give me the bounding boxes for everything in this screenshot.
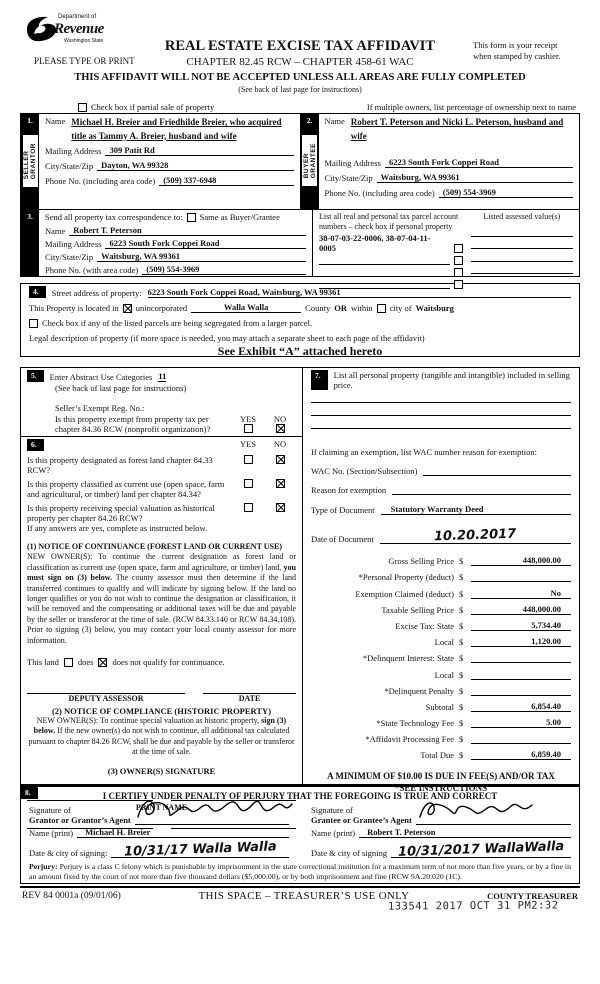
- personal-property-checkbox-1[interactable]: [454, 244, 463, 253]
- receipt-note: This form is your receipt when stamped by cashier.: [473, 40, 561, 61]
- fee-label: *Delinquent Penalty: [384, 685, 454, 696]
- grantee-signature-image: [416, 797, 536, 825]
- grantor-date-city-field[interactable]: [111, 839, 289, 860]
- grantor-name-print-field[interactable]: Michael H. Breier: [77, 827, 289, 838]
- form-header: [20, 12, 580, 102]
- dollar-sign: $: [459, 556, 464, 567]
- fee-label: Local: [434, 669, 454, 680]
- buyer-csz-label: City/State/Zip: [324, 173, 373, 183]
- exemption-claimed-field[interactable]: No: [471, 588, 571, 599]
- assessed-value-column: [471, 212, 574, 274]
- county-label: County: [305, 303, 331, 313]
- form-subtitle: CHAPTER 82.45 RCW – CHAPTER 458-61 WAC: [186, 56, 414, 68]
- corr-csz-label: City/State/Zip: [45, 252, 94, 262]
- personal-property-line-3[interactable]: [311, 416, 571, 429]
- owners-signature-label: (3) OWNER(S) SIGNATURE: [107, 766, 216, 777]
- grantor-agent-label: Grantor or Grantor’s Agent: [29, 814, 131, 825]
- minimum-fee-note: A MINIMUM OF $10.00 IS DUE IN FEE(S) AND/OR TAX: [327, 771, 555, 782]
- section-2-number: 2.: [306, 116, 313, 125]
- section-5-number: 5.: [27, 370, 44, 382]
- grantee-signature-field[interactable]: [416, 807, 571, 825]
- abstract-use-section: [21, 368, 302, 437]
- seller-csz-field[interactable]: Dayton, WA 99328: [97, 160, 293, 171]
- treasurer-space-label: THIS SPACE – TREASURER’S USE ONLY: [198, 890, 410, 903]
- does-not-checkbox[interactable]: [98, 658, 107, 667]
- correspondence-row: [21, 210, 579, 276]
- corr-phone-label: Phone No. (with area code): [45, 265, 139, 275]
- seller-vertical-label-1: SELLER: [23, 150, 30, 180]
- section-7-number: 7.: [311, 370, 328, 390]
- taxable-selling-price-field[interactable]: 448,000.00: [471, 604, 571, 615]
- deputy-assessor-label: DEPUTY ASSESSOR: [68, 694, 144, 704]
- current-use-question: Is this property classified as current use (open space, farm and agricultural, or timber) land per chapter 84.34?: [27, 479, 225, 499]
- no-header: NO: [273, 439, 287, 449]
- fee-label: Taxable Selling Price: [381, 604, 454, 615]
- dollar-sign: $: [459, 572, 464, 583]
- parcel-column: [319, 212, 463, 274]
- gross-selling-price-field[interactable]: 448,000.00: [471, 555, 571, 566]
- segregated-checkbox[interactable]: [29, 319, 38, 328]
- buyer-mailing-label: Mailing Address: [324, 158, 381, 168]
- delinquent-interest-state-field[interactable]: [471, 652, 571, 663]
- form-title: REAL ESTATE EXCISE TAX AFFIDAVIT: [164, 38, 436, 54]
- buyer-name-label: Name: [324, 116, 345, 126]
- notice-of-continuance: [27, 542, 296, 646]
- legal-description-label: Legal description of property (if more space is needed, you may attach a separate sheet to each page of the affidavit): [29, 333, 425, 343]
- grantee-agent-label: Grantee or Grantee’s Agent: [311, 814, 412, 825]
- assessed-value-label: Listed assessed value(s): [483, 212, 561, 221]
- corr-mailing-field[interactable]: 6223 South Fork Coppei Road: [105, 238, 306, 249]
- dollar-sign: $: [459, 604, 464, 615]
- document-date-handwriting: 10.20.2017: [434, 526, 517, 545]
- seller-phone-label: Phone No. (including area code): [45, 176, 156, 186]
- seller-side-strip: [21, 114, 39, 209]
- grantee-date-city-field[interactable]: [391, 839, 571, 860]
- grantor-date-handwriting: 10/31/17 Walla Walla: [123, 839, 277, 860]
- deputy-date-label: DATE: [238, 694, 261, 704]
- corr-name-field[interactable]: Robert T. Peterson: [69, 225, 306, 236]
- fee-label: Local: [434, 637, 454, 648]
- yes-header: YES: [239, 439, 257, 449]
- exemption-reason-field[interactable]: [392, 485, 571, 495]
- warning-text: THIS AFFIDAVIT WILL NOT BE ACCEPTED UNLESS ALL AREAS ARE FULLY COMPLETED: [74, 72, 526, 83]
- dollar-sign: $: [459, 701, 464, 712]
- notice-of-compliance: [27, 706, 296, 757]
- buyer-csz-field[interactable]: Waitsburg, WA 99361: [377, 172, 573, 183]
- notice1-body-bold: you must sign on (3) below.: [27, 562, 296, 583]
- land-designation-section: [21, 437, 302, 831]
- type-or-print-label: PLEASE TYPE OR PRINT: [34, 56, 135, 66]
- exemption-reason-label: Reason for exemption: [311, 485, 387, 495]
- fee-table: [311, 550, 571, 760]
- section-6-number: 6.: [27, 439, 44, 451]
- excise-tax-state-field[interactable]: 5,734.40: [471, 620, 571, 631]
- perjury-notice: [29, 862, 571, 881]
- same-as-buyer-label: Same as Buyer/Grantee: [199, 212, 280, 222]
- assessed-value-field[interactable]: [471, 264, 574, 274]
- dor-logo: [24, 12, 124, 54]
- seller-panel: [21, 114, 300, 209]
- fee-label: *State Technology Fee: [376, 718, 454, 729]
- property-section: [20, 283, 580, 357]
- yes-header: YES: [239, 414, 257, 424]
- legal-description-field[interactable]: See Exhibit “A” attached hereto: [217, 344, 383, 358]
- fee-label: *Affidavit Processing Fee: [365, 734, 454, 745]
- same-as-buyer-checkbox[interactable]: [187, 213, 196, 222]
- buyer-mailing-field[interactable]: 6223 South Fork Coppei Road: [385, 157, 573, 168]
- logo-dept-text: Department of: [58, 14, 97, 20]
- seller-vertical-label-2: GRANTOR: [30, 143, 37, 180]
- logo-state-text: Washington State: [64, 38, 104, 44]
- corr-csz-field[interactable]: Waitsburg, WA 99361: [97, 251, 306, 262]
- seller-mailing-field[interactable]: 309 Patit Rd: [105, 145, 293, 156]
- parcel-label: List all real and personal tax parcel account numbers – check box if personal property: [319, 212, 459, 231]
- multiple-owners-label: If multiple owners, list percentage of ownership next to name: [366, 102, 576, 112]
- section-3-strip: [21, 210, 39, 276]
- personal-property-deduct-field[interactable]: [471, 571, 571, 582]
- unincorporated-label: unincorporated: [135, 303, 188, 313]
- corr-phone-field[interactable]: (509) 554-3969: [142, 264, 306, 275]
- does-not-label: does not qualify for continuance.: [112, 657, 225, 668]
- see-back-note: (See back of last page for instructions): [238, 85, 362, 94]
- notice2-body-bold: sign (3) below.: [33, 716, 287, 736]
- notice1-body-pre: NEW OWNER(S): To continue the current designation as forest land or classification as current use (open space, farm and agriculture, or timber) land,: [27, 552, 296, 572]
- signature-of-label: Signature of: [29, 805, 71, 815]
- corr-name-label: Name: [45, 226, 66, 236]
- does-checkbox[interactable]: [64, 658, 73, 667]
- assessed-value-field[interactable]: [471, 227, 574, 237]
- grantor-signature-block: [29, 804, 289, 858]
- grantor-name-print-label: Name (print): [29, 828, 74, 838]
- dollar-sign: $: [459, 637, 464, 648]
- section-3-number: 3.: [27, 212, 33, 221]
- exempt-no-checkbox[interactable]: [276, 424, 285, 433]
- cashier-receipt-stamp: 133541 2017 OCT 31 PM2:32: [387, 899, 559, 913]
- q3-yes-checkbox[interactable]: [244, 503, 253, 512]
- seller-buyer-row: [21, 114, 579, 210]
- buyer-name-field[interactable]: Robert T. Peterson and Nicki L. Peterson, husband and wife: [350, 117, 564, 141]
- within-label: within: [350, 303, 373, 313]
- personal-property-checkbox-4[interactable]: [454, 280, 463, 289]
- affidavit-processing-fee-field[interactable]: [471, 733, 571, 744]
- seller-name-label: Name: [45, 116, 66, 126]
- fee-label: Excise Tax: State: [395, 620, 454, 631]
- abstract-use-field[interactable]: 11: [158, 371, 167, 381]
- dollar-sign: $: [459, 669, 464, 680]
- exemption-claim-label: If claiming an exemption, list WAC number reason for exemption:: [311, 447, 537, 457]
- abstract-use-label: Enter Abstract Use Categories: [49, 372, 153, 382]
- city-checkbox[interactable]: [377, 304, 386, 313]
- parcel-blank-line[interactable]: [319, 267, 450, 277]
- grantor-signature-image: [135, 795, 295, 825]
- notice2-title: (2) NOTICE OF COMPLIANCE (HISTORIC PROPERTY): [51, 706, 272, 717]
- seller-mailing-label: Mailing Address: [45, 146, 102, 156]
- grantor-date-city-label: Date & city of signing:: [29, 848, 108, 858]
- section-1-number: 1.: [27, 116, 33, 125]
- delinquent-penalty-field[interactable]: [471, 685, 571, 696]
- notice1-title: (1) NOTICE OF CONTINUANCE (FOREST LAND OR CURRENT USE): [27, 542, 282, 551]
- dollar-sign: $: [459, 685, 464, 696]
- wac-number-field[interactable]: [423, 466, 571, 476]
- q3-no-checkbox[interactable]: [276, 503, 285, 512]
- wac-number-label: WAC No. (Section/Subsection): [311, 466, 418, 476]
- q2-yes-checkbox[interactable]: [244, 479, 253, 488]
- notice2-body-post: If the new owner(s) do not wish to continue, all additional tax calculated pursuant to chapter 84.26 RCW, shall be due and payable by the seller or transferor at the time of sale.: [28, 726, 295, 756]
- street-address-field[interactable]: 6223 South Fork Coppei Road, Waitsburg, WA 99361: [148, 287, 571, 298]
- grantee-date-handwriting: 10/31/2017 WallaWalla: [397, 839, 565, 860]
- q1-yes-checkbox[interactable]: [244, 455, 253, 464]
- state-technology-fee-field[interactable]: 5.00: [471, 717, 571, 728]
- county-treasurer-label: COUNTY TREASURER: [487, 891, 578, 902]
- document-date-field[interactable]: [380, 528, 571, 544]
- dollar-sign: $: [459, 750, 464, 761]
- does-label: does: [77, 657, 94, 668]
- section-8-number: 8.: [21, 787, 38, 799]
- personal-property-line-1[interactable]: [311, 390, 571, 403]
- document-date-label: Date of Document: [311, 534, 374, 544]
- document-type-field[interactable]: Statutory Warranty Deed: [381, 504, 571, 515]
- buyer-vertical-label-1: BUYER: [302, 153, 310, 179]
- located-in-label: This Property is located in: [29, 303, 119, 313]
- logo-name-text: Revenue: [54, 21, 104, 37]
- notice1-body-post: The county assessor must then determine if the land transferred continues to qualify and will indicate by signing below. If the land no longer qualifies or you do not wish to continue the designation or classification, it will be removed and the compensating or additional taxes will be due and payable by the seller or transferor at the time of sale. (RCW 84.33.140 or RCW 84.34.108). Prior to signing (3) below, you may contact your local county assessor for more information.: [27, 573, 296, 645]
- grantee-name-print-label: Name (print): [311, 828, 356, 838]
- county-field[interactable]: Walla Walla: [191, 302, 301, 313]
- buyer-side-strip: [301, 114, 319, 209]
- personal-property-label: List all personal property (tangible and intangible) included in selling price.: [333, 370, 570, 390]
- exempt-reg-label: Seller’s Exempt Reg. No.:: [55, 403, 145, 413]
- parties-table: [20, 113, 580, 277]
- assessed-value-field[interactable]: [471, 251, 574, 261]
- historical-question: Is this property receiving special valuation as historical property per chapter 84.26 RCW?: [27, 503, 215, 523]
- seller-csz-label: City/State/Zip: [45, 161, 94, 171]
- pre-table-line: [20, 102, 580, 113]
- total-due-field[interactable]: 6,859.40: [471, 749, 571, 760]
- seller-name-field[interactable]: Michael H. Breier and Friedhilde Breier, who acquired title as Tammy A. Breier, husband and wife: [71, 117, 282, 141]
- fee-label: *Delinquent Interest: State: [362, 653, 454, 664]
- forest-land-question: Is this property designated as forest land chapter 84.33 RCW?: [27, 455, 213, 475]
- if-any-note: If any answers are yes, complete as instructed below.: [27, 523, 208, 533]
- grantee-signature-block: [311, 804, 571, 858]
- exempt-yes-checkbox[interactable]: [244, 424, 253, 433]
- parcel-numbers-field[interactable]: 38-07-03-22-0006, 38-07-04-11-0005: [319, 233, 431, 253]
- partial-sale-label: Check box if partial sale of property: [91, 102, 215, 112]
- perjury-body: Perjury is a class C felony which is punishable by imprisonment in the state correctional institution for a maximum term of not more than five years, or by a fine in an amount fixed by the court of not more than five thousand dollars ($5,000.00), or by both imprisonment and fine (RCW 9A.20.020 (1C).: [29, 862, 571, 881]
- fee-label: Exemption Claimed (deduct): [355, 588, 454, 599]
- parcel-blank-line[interactable]: [319, 255, 450, 265]
- dollar-sign: $: [459, 653, 464, 664]
- or-label: OR: [334, 303, 347, 313]
- no-header: NO: [273, 414, 287, 424]
- subtotal-field[interactable]: 6,854.40: [471, 701, 571, 712]
- dor-logo-swoosh: [24, 14, 58, 44]
- buyer-panel: [300, 114, 580, 209]
- fee-label: *Personal Property (deduct): [358, 572, 454, 583]
- grantor-sig-label: [29, 806, 131, 825]
- section-5-seeback: (See back of last page for instructions): [55, 383, 187, 393]
- fee-label: Total Due: [420, 750, 454, 761]
- personal-property-checkbox-2[interactable]: [454, 256, 463, 265]
- corr-mailing-label: Mailing Address: [45, 239, 102, 249]
- dollar-sign: $: [459, 620, 464, 631]
- segregated-label: Check box if any of the listed parcels are being segregated from a larger parcel.: [42, 318, 313, 328]
- buyer-vertical-label-2: GRANTEE: [309, 143, 317, 179]
- excise-tax-local-field[interactable]: 1,120.00: [471, 636, 571, 647]
- print-name-label: PRINT NAME: [135, 803, 188, 813]
- seller-phone-field[interactable]: (509) 337-6948: [159, 175, 293, 186]
- certification-section: [20, 785, 580, 884]
- buyer-phone-label: Phone No. (including area code): [324, 188, 435, 198]
- grantee-date-city-label: Date & city of signing: [311, 848, 388, 858]
- dollar-sign: $: [459, 718, 464, 729]
- personal-property-checkbox-3[interactable]: [454, 268, 463, 277]
- certify-statement: I CERTIFY UNDER PENALTY OF PERJURY THAT THE FOREGOING IS TRUE AND CORRECT: [102, 791, 498, 801]
- dollar-sign: $: [459, 588, 464, 599]
- right-column: [303, 368, 579, 794]
- street-address-label: Street address of property:: [51, 288, 142, 298]
- form-revision-number: REV 84 0001a (09/01/06): [22, 891, 121, 902]
- grantee-name-print-field[interactable]: Robert T. Peterson: [359, 827, 571, 838]
- exempt-question: Is this property exempt from property tax per chapter 84.36 RCW (nonprofit organization)?: [55, 414, 211, 434]
- signature-of-label: Signature of: [311, 805, 353, 815]
- partial-sale-checkbox[interactable]: [78, 103, 87, 112]
- q1-no-checkbox[interactable]: [276, 455, 285, 464]
- fee-label: Gross Selling Price: [388, 556, 454, 567]
- this-land-label: This land: [27, 657, 59, 668]
- q2-no-checkbox[interactable]: [276, 479, 285, 488]
- personal-property-line-2[interactable]: [311, 403, 571, 416]
- city-field[interactable]: Waitsburg: [415, 303, 454, 313]
- send-correspondence-label: Send all property tax correspondence to:: [45, 212, 183, 222]
- section-4-number: 4.: [29, 286, 46, 298]
- notice2-body-pre: NEW OWNER(S): To continue special valuation as historic property,: [36, 716, 262, 726]
- delinquent-interest-local-field[interactable]: [471, 669, 571, 680]
- unincorporated-checkbox[interactable]: [123, 304, 132, 313]
- city-of-label: city of: [389, 303, 412, 313]
- fee-label: Subtotal: [425, 701, 454, 712]
- grantor-signature-field[interactable]: [135, 807, 289, 825]
- assessed-value-field[interactable]: [471, 239, 574, 249]
- grantee-sig-label: [311, 806, 412, 825]
- perjury-lead: Perjury:: [29, 862, 58, 871]
- see-instructions-note: *SEE INSTRUCTIONS: [394, 783, 488, 794]
- document-type-label: Type of Document: [311, 505, 375, 515]
- buyer-phone-field[interactable]: (509) 554-3969: [439, 187, 573, 198]
- dollar-sign: $: [459, 734, 464, 745]
